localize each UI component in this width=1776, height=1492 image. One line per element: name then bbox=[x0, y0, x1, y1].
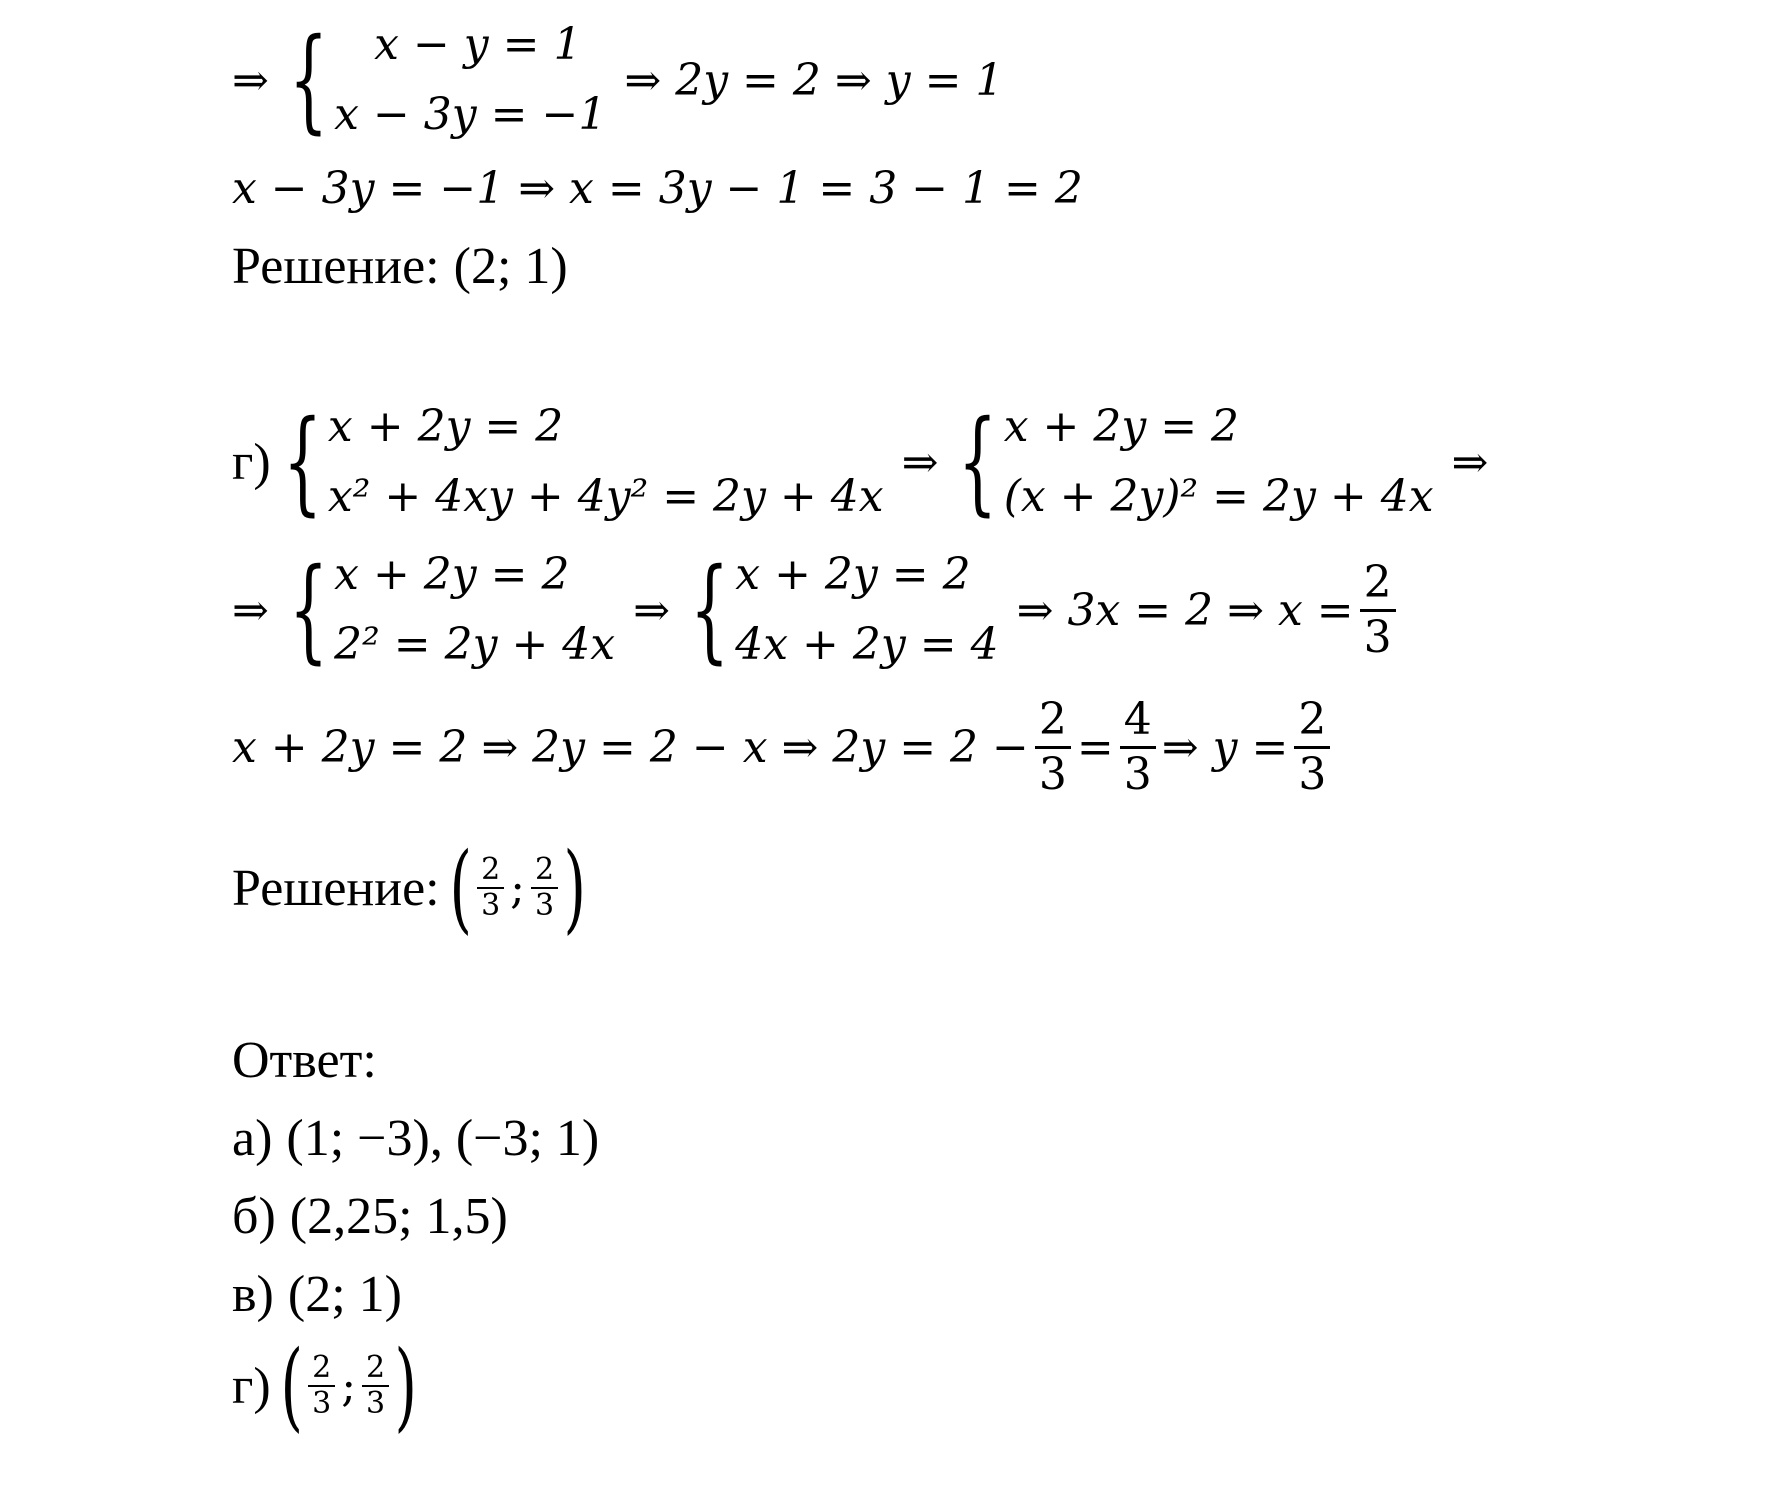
answer-title bbox=[232, 1030, 377, 1090]
implies-arrow: ⇒ bbox=[232, 54, 269, 106]
fraction: $\frac{2}{3}$ bbox=[1360, 557, 1396, 664]
derivation-line bbox=[232, 158, 1083, 218]
equation-system: { x + 2y = 2 (x + 2y)² = 2y + 4x bbox=[956, 392, 1433, 532]
system-row: x − 3y = −1 bbox=[334, 89, 607, 140]
fraction: $\frac{2}{3}$ bbox=[531, 853, 558, 923]
answer-value: (2,25; 1,5) bbox=[289, 1187, 508, 1245]
answer-value: (1; −3), (−3; 1) bbox=[286, 1109, 600, 1167]
system-row: x − y = 1 bbox=[374, 19, 582, 70]
fraction: $\frac{2}{3}$ bbox=[477, 853, 504, 923]
fraction: $\frac{4}{3}$ bbox=[1120, 694, 1156, 801]
equals-sign: = bbox=[1076, 722, 1114, 773]
implies-arrow: ⇒ bbox=[1451, 436, 1489, 488]
solution-label: Решение: bbox=[232, 859, 440, 917]
answer-label: в) bbox=[232, 1265, 274, 1323]
system-line-1 bbox=[232, 10, 1003, 150]
equation-system: { x + 2y = 2 4x + 2y = 4 bbox=[688, 540, 999, 680]
system-row: 4x + 2y = 4 bbox=[735, 619, 999, 670]
system-row: 2² = 2y + 4x bbox=[334, 619, 616, 670]
answer-value: (2; 1) bbox=[287, 1265, 402, 1323]
derivation-text: x − 3y = −1 ⇒ x = 3y − 1 = 3 − 1 = 2 bbox=[232, 162, 1083, 214]
answer-g: г) ( $\frac{2}{3}$ ; $\frac{2}{3}$ ) bbox=[232, 1330, 418, 1442]
solution-line-g: Решение: ( $\frac{2}{3}$ ; $\frac{2}{3}$ ) bbox=[232, 832, 587, 944]
derivation-text: x + 2y = 2 ⇒ 2y = 2 − x ⇒ 2y = 2 − bbox=[232, 722, 1029, 773]
answer-a bbox=[232, 1108, 599, 1168]
fraction: $\frac{2}{3}$ bbox=[362, 1351, 389, 1421]
answer-label: б) bbox=[232, 1187, 276, 1245]
system-row: (x + 2y)² = 2y + 4x bbox=[1003, 471, 1434, 522]
implies-arrow: ⇒ bbox=[633, 584, 670, 636]
answer-v bbox=[232, 1264, 402, 1324]
systems-line-g2 bbox=[232, 540, 1402, 680]
answer-label: г) bbox=[232, 1357, 271, 1415]
item-label: г) bbox=[232, 433, 271, 491]
system-row: x + 2y = 2 bbox=[327, 401, 564, 452]
separator: ; bbox=[341, 1360, 357, 1412]
separator: ; bbox=[510, 862, 525, 914]
answer-b bbox=[232, 1186, 508, 1246]
system-row: x + 2y = 2 bbox=[735, 549, 971, 600]
fraction: $\frac{2}{3}$ bbox=[1294, 694, 1330, 801]
solution-label: Решение: bbox=[232, 237, 440, 295]
equation-system: { x + 2y = 2 2² = 2y + 4x bbox=[287, 540, 615, 680]
derivation-text: ⇒ y = bbox=[1161, 722, 1289, 773]
systems-line-g1 bbox=[232, 392, 1488, 532]
fraction: $\frac{2}{3}$ bbox=[1035, 694, 1071, 801]
system-row: x + 2y = 2 bbox=[334, 549, 570, 600]
derivation: ⇒ 2y = 2 ⇒ y = 1 bbox=[624, 54, 1004, 106]
solution-line bbox=[232, 236, 568, 296]
answer-heading: Ответ: bbox=[232, 1031, 377, 1089]
system-row: x² + 4xy + 4y² = 2y + 4x bbox=[327, 471, 884, 522]
derivation-text: ⇒ 3x = 2 ⇒ x = bbox=[1016, 584, 1354, 636]
implies-arrow: ⇒ bbox=[232, 584, 269, 636]
solution-value: (2; 1) bbox=[453, 237, 568, 295]
fraction: $\frac{2}{3}$ bbox=[308, 1351, 335, 1421]
equation-system: { x − y = 1 x − 3y = −1 bbox=[287, 10, 606, 150]
derivation-line-y bbox=[232, 694, 1336, 801]
answer-label: а) bbox=[232, 1109, 273, 1167]
system-row: x + 2y = 2 bbox=[1003, 401, 1240, 452]
equation-system: { x + 2y = 2 x² + 4xy + 4y² = 2y + 4x bbox=[281, 392, 884, 532]
implies-arrow: ⇒ bbox=[901, 436, 939, 488]
